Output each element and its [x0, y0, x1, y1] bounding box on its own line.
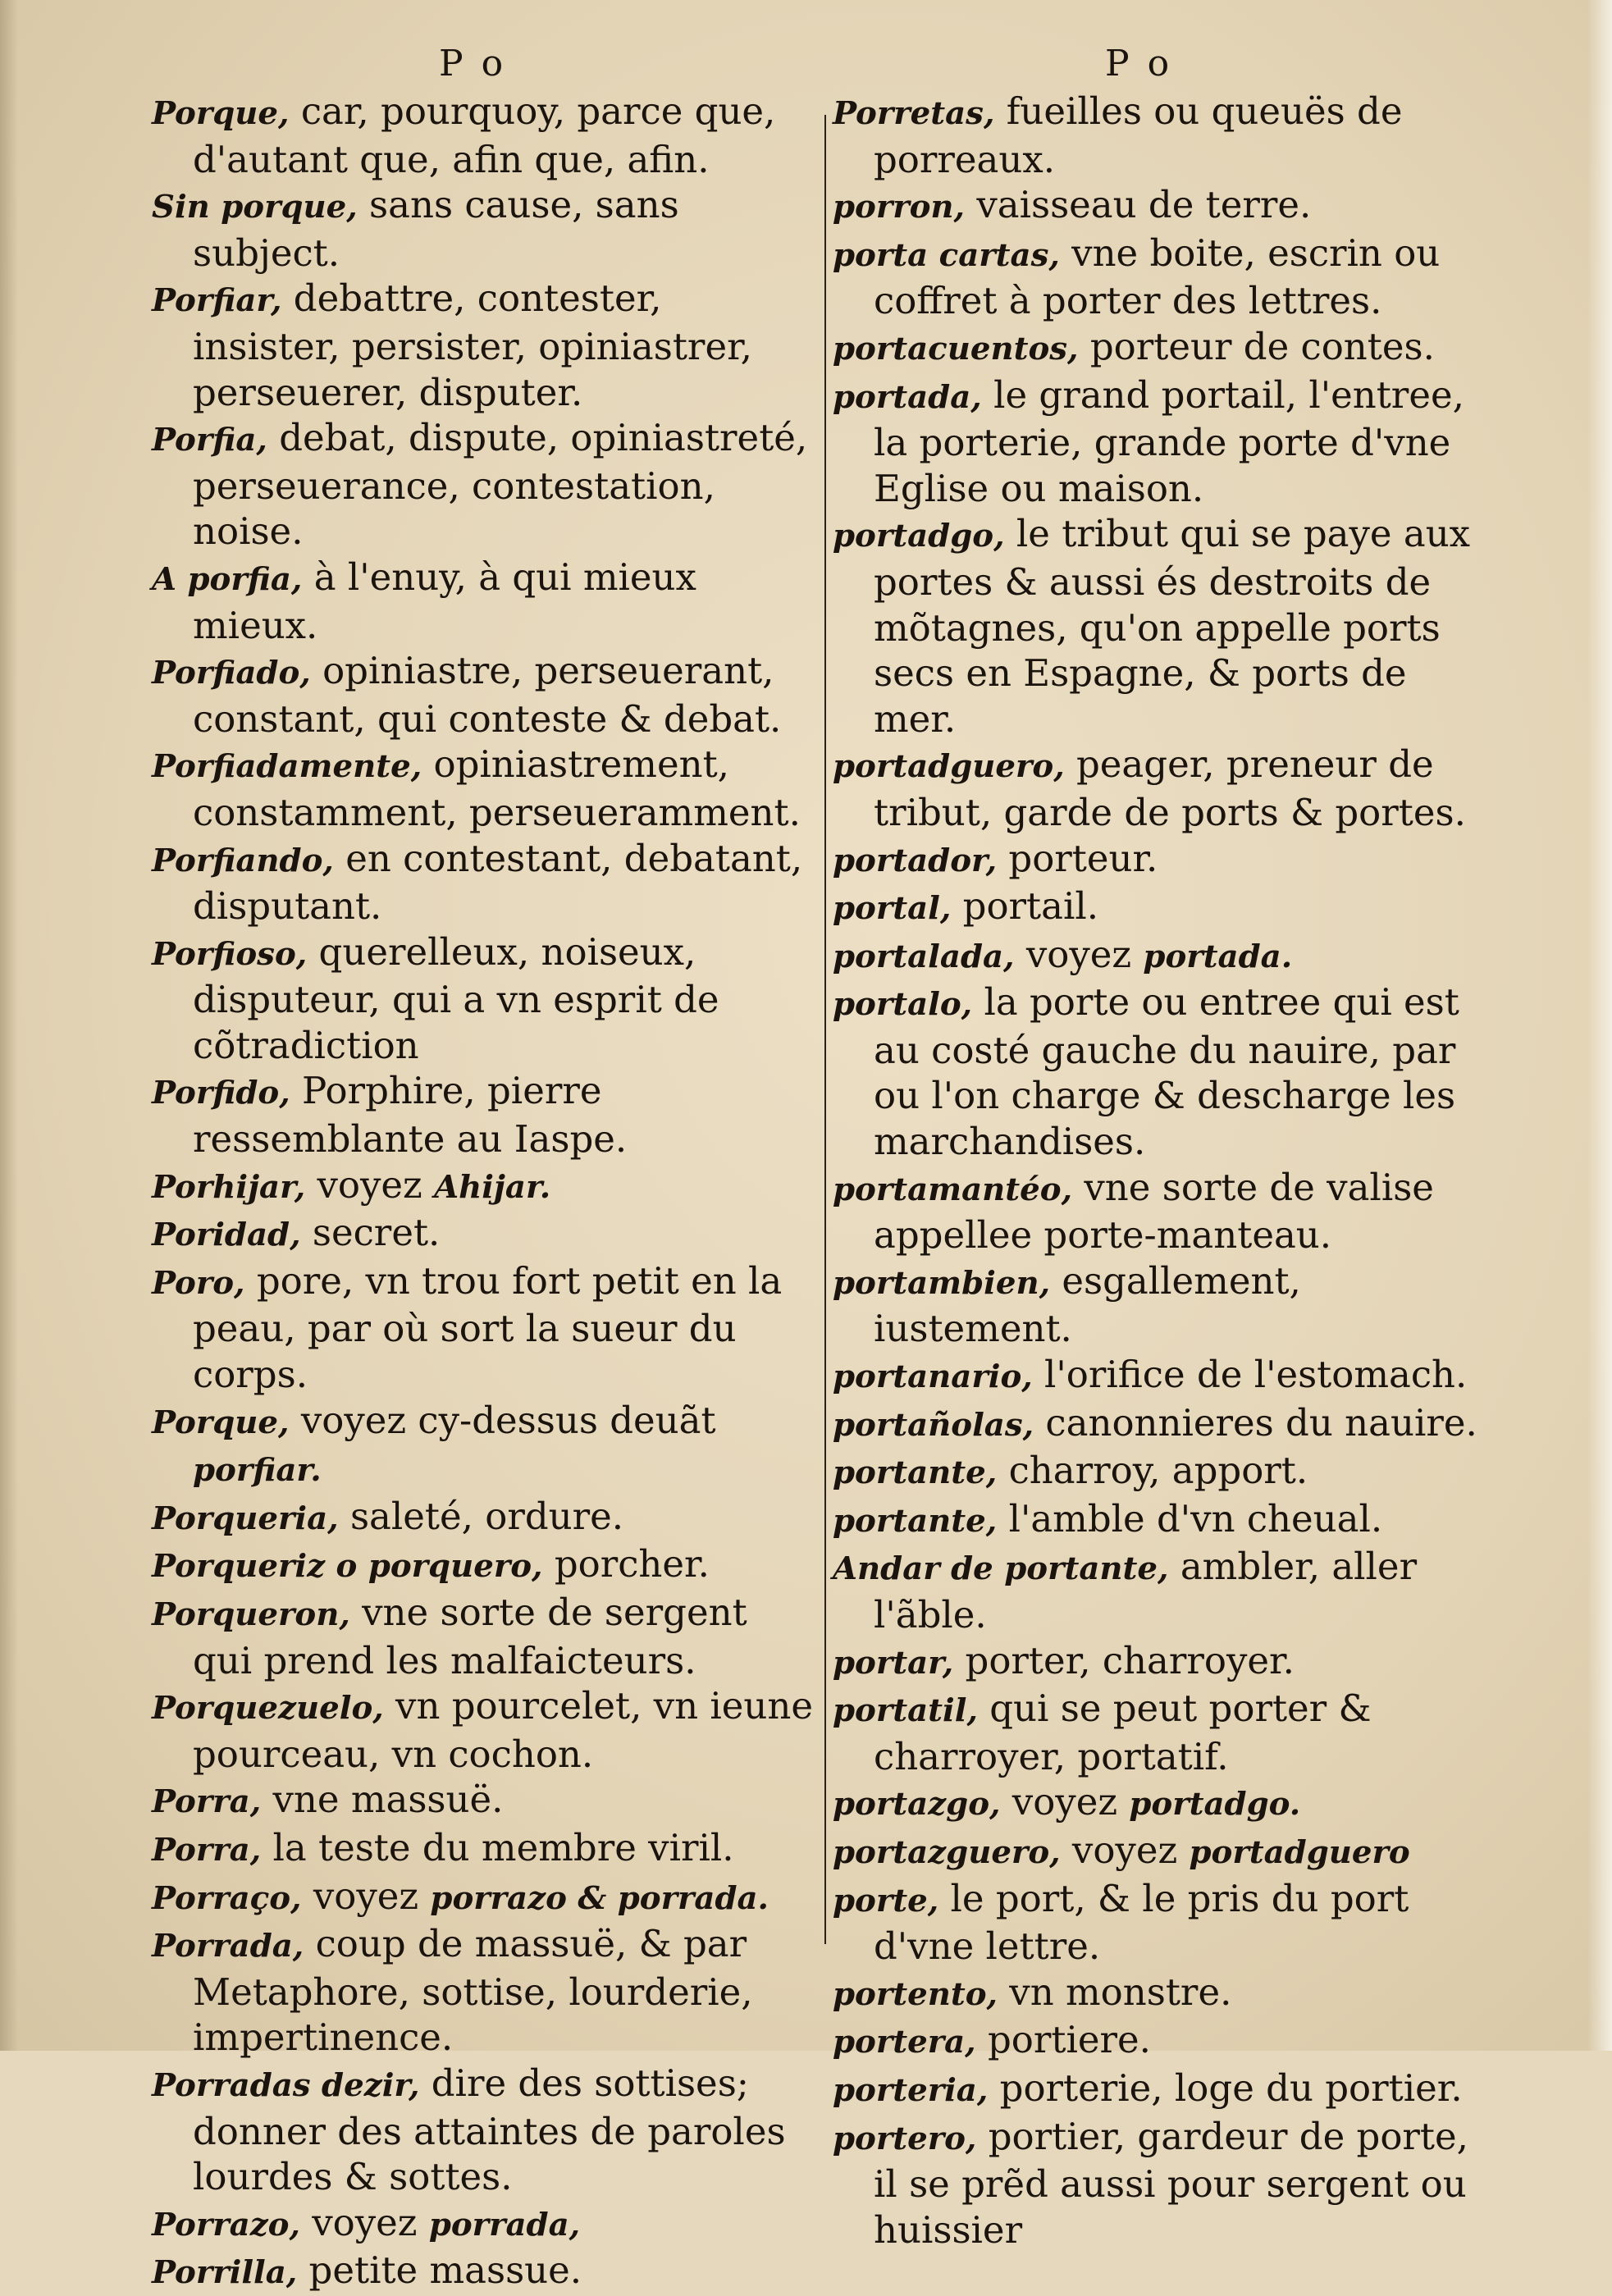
dictionary-entry	[833, 1876, 1489, 1970]
dictionary-entry	[833, 979, 1489, 1164]
definition: saleté, ordure.	[338, 1494, 624, 1538]
definition: voyez	[305, 1162, 435, 1207]
headword: portera,	[833, 2024, 976, 2061]
definition: la teste du membre viril.	[261, 1825, 734, 1869]
headword: Porfia,	[152, 422, 267, 459]
headword: Porfiado,	[152, 655, 311, 692]
definition: voyez	[301, 1874, 431, 1918]
dictionary-entry	[833, 1258, 1489, 1352]
definition: vne sorte de valise appellee porte-manteau.	[874, 1165, 1434, 1258]
dictionary-entry	[833, 1779, 1489, 1828]
dictionary-entry	[152, 182, 816, 276]
headword: Poridad,	[152, 1216, 301, 1254]
headword: portamantéo,	[833, 1171, 1073, 1208]
dictionary-entry	[833, 932, 1489, 980]
dictionary-entry	[833, 1496, 1489, 1545]
dictionary-entry	[152, 742, 816, 835]
dictionary-entry	[833, 1165, 1489, 1258]
headword: porteria,	[833, 2071, 989, 2109]
running-header-left: P o	[439, 43, 507, 84]
definition: debattre, contester, insister, persister, opiniastrer, perseuerer, disputer.	[193, 276, 752, 414]
dictionary-entry	[152, 2200, 816, 2248]
dictionary-entry	[833, 2017, 1489, 2065]
headword: Porqueron,	[152, 1596, 350, 1633]
definition: porterie, loge du portier.	[988, 2065, 1463, 2110]
headword: Porfiar,	[152, 282, 282, 320]
dictionary-entry	[152, 1258, 816, 1398]
dictionary-entry	[152, 1398, 816, 1494]
definition: voyez cy-dessus deuãt	[289, 1398, 716, 1442]
headword: portacuentos,	[833, 330, 1079, 367]
headword: portadguero,	[833, 748, 1065, 786]
headword: portadgo,	[833, 518, 1005, 555]
definition: car, pourquoy, parce que, d'autant que, afin que, afin.	[193, 89, 776, 181]
dictionary-entry	[833, 2114, 1489, 2253]
dictionary-entry	[833, 511, 1489, 742]
dictionary-entry	[833, 1400, 1489, 1449]
definition: le tribut qui se paye aux portes & aussi és destroits de mõtagnes, qu'on appelle ports secs en Espagne, & ports de mer.	[874, 512, 1471, 741]
headword: Porrilla,	[152, 2254, 298, 2292]
cross-reference: porrada,	[428, 2206, 581, 2244]
definition: vaisseau de terre.	[965, 183, 1312, 227]
definition: opiniastrement, constamment, perseueramment.	[193, 742, 801, 834]
dictionary-entry	[152, 555, 816, 648]
page-gutter-shadow	[0, 0, 18, 2051]
dictionary-entry	[152, 1541, 816, 1590]
headword: portento,	[833, 1975, 998, 2013]
definition: voyez	[1014, 932, 1144, 976]
dictionary-entry	[833, 2065, 1489, 2114]
definition: petite massue.	[297, 2248, 582, 2293]
dictionary-entry	[833, 1352, 1489, 1400]
page-edge	[1587, 0, 1612, 2051]
definition: pore, vn trou fort petit en la peau, par où sort la sueur du corps.	[193, 1258, 783, 1397]
cross-reference: portada.	[1143, 938, 1293, 975]
definition: vne sorte de sergent qui prend les malfaicteurs.	[193, 1591, 747, 1682]
dictionary-entry	[152, 648, 816, 742]
definition: Porphire, pierre ressemblante au Iaspe.	[193, 1069, 628, 1162]
definition: le grand portail, l'entree, la porterie, grande porte d'vne Eglise ou maison.	[874, 372, 1464, 510]
definition: vne massuë.	[261, 1778, 504, 1822]
definition: charroy, apport.	[997, 1449, 1308, 1493]
dictionary-entry	[833, 1828, 1489, 1876]
headword: Porque,	[152, 1404, 290, 1441]
definition: esgallement, iustement.	[874, 1258, 1301, 1351]
definition: vn monstre.	[998, 1970, 1232, 2014]
headword: Porfiadamente,	[152, 748, 422, 786]
headword: portante,	[833, 1502, 998, 1540]
definition: la porte ou entree qui est au costé gauche du nauire, par ou l'on charge & descharge les marchandises.	[874, 980, 1459, 1164]
definition: qui se peut porter & charroyer, portatif.	[874, 1687, 1372, 1778]
headword: Porfioso,	[152, 935, 308, 973]
dictionary-entry	[152, 1683, 816, 1777]
headword: Porfiando,	[152, 842, 334, 879]
dictionary-entry	[152, 89, 816, 182]
definition: vne boite, escrin ou coffret à porter des lettres.	[874, 231, 1441, 323]
definition: fueilles ou queuës de porreaux.	[874, 89, 1403, 181]
definition: querelleux, noiseux, disputeur, qui a vn esprit de cõtradiction	[193, 929, 719, 1067]
left-column	[152, 89, 816, 2296]
definition: voyez	[299, 2200, 429, 2244]
definition: vn pourcelet, vn ieune pourceau, vn cochon.	[193, 1684, 813, 1776]
headword: Porraço,	[152, 1879, 302, 1917]
definition: dire des sottises; donner des attaintes de paroles lourdes & sottes.	[193, 2061, 786, 2199]
headword: porta cartas,	[833, 236, 1060, 274]
definition: porcher.	[542, 1542, 710, 1586]
dictionary-entry	[152, 2248, 816, 2296]
headword: porron,	[833, 189, 966, 226]
definition: en contestant, debatant, disputant.	[193, 836, 803, 929]
headword: Porretas,	[833, 95, 995, 132]
cross-reference: portadguero	[1189, 1833, 1410, 1871]
headword: portero,	[833, 2120, 977, 2157]
column-rule	[824, 115, 826, 1944]
dictionary-entry	[152, 1825, 816, 1874]
cross-reference: porfiar.	[193, 1452, 322, 1490]
dictionary-entry	[833, 742, 1489, 835]
headword: Porfido,	[152, 1075, 290, 1112]
dictionary-entry	[833, 1638, 1489, 1687]
dictionary-entry	[152, 1494, 816, 1542]
dictionary-entry	[152, 1210, 816, 1258]
headword: portar,	[833, 1644, 954, 1682]
dictionary-entry	[152, 276, 816, 415]
definition: ambler, aller l'ãble.	[874, 1545, 1418, 1636]
headword: portalo,	[833, 986, 973, 1024]
headword: Andar de portante,	[833, 1550, 1169, 1588]
definition: l'amble d'vn cheual.	[997, 1496, 1383, 1541]
headword: Porhijar,	[152, 1168, 306, 1206]
headword: Porrazo,	[152, 2206, 300, 2244]
definition: peager, preneur de tribut, garde de ports & portes.	[874, 742, 1466, 834]
definition: porteur de contes.	[1078, 324, 1435, 368]
dictionary-entry	[152, 1590, 816, 1683]
dictionary-entry	[152, 1921, 816, 2061]
headword: portal,	[833, 890, 952, 928]
dictionary-entry	[833, 883, 1489, 932]
definition: porteur.	[997, 836, 1158, 880]
dictionary-entry	[833, 1970, 1489, 2018]
headword: portador,	[833, 842, 998, 879]
dictionary-entry	[152, 836, 816, 929]
definition: voyez	[1000, 1780, 1130, 1824]
definition: portiere.	[975, 2018, 1151, 2062]
dictionary-entry	[833, 1686, 1489, 1779]
headword: Porradas dezir,	[152, 2066, 420, 2104]
headword: A porfia,	[152, 560, 303, 598]
cross-reference: portadgo.	[1129, 1786, 1301, 1824]
headword: portambien,	[833, 1264, 1051, 1302]
definition: debat, dispute, opiniastreté, perseuerance, contestation, noise.	[193, 416, 808, 554]
headword: Porqueriz o porquero,	[152, 1548, 543, 1586]
definition: coup de massuë, & par Metaphore, sottise, lourderie, impertinence.	[193, 1922, 753, 2060]
definition: à l'enuy, à qui mieux mieux.	[193, 555, 696, 647]
dictionary-entry	[833, 836, 1489, 884]
headword: portatil,	[833, 1692, 978, 1730]
definition: voyez	[1060, 1828, 1190, 1872]
headword: portañolas,	[833, 1406, 1034, 1444]
dictionary-entry	[152, 1068, 816, 1162]
dictionary-entry	[833, 372, 1489, 512]
headword: Porquezuelo,	[152, 1690, 384, 1728]
right-column	[833, 89, 1489, 2253]
headword: Porra,	[152, 1831, 262, 1869]
definition: l'orifice de l'estomach.	[1032, 1353, 1468, 1397]
cross-reference: Ahijar.	[434, 1168, 551, 1206]
definition: porter, charroyer.	[953, 1638, 1295, 1682]
headword: Porqueria,	[152, 1499, 339, 1537]
headword: Porrada,	[152, 1928, 304, 1965]
dictionary-entry	[152, 2061, 816, 2200]
dictionary-entry	[833, 324, 1489, 372]
headword: portalada,	[833, 938, 1015, 975]
dictionary-entry	[152, 1777, 816, 1825]
dictionary-entry	[833, 1544, 1489, 1637]
running-header-right: P o	[1105, 43, 1173, 84]
definition: canonnieres du nauire.	[1034, 1400, 1477, 1445]
headword: portanario,	[833, 1358, 1033, 1396]
definition: portail.	[951, 884, 1099, 929]
dictionary-entry	[833, 231, 1489, 324]
dictionary-entry	[152, 1162, 816, 1211]
headword: portante,	[833, 1454, 998, 1492]
dictionary-entry	[152, 1874, 816, 1922]
dictionary-entry	[833, 1448, 1489, 1496]
headword: Porra,	[152, 1783, 262, 1821]
headword: Porque,	[152, 95, 290, 132]
definition: sans cause, sans subject.	[193, 183, 679, 275]
headword: portazguero,	[833, 1833, 1061, 1871]
definition: le port, & le pris du port d'vne lettre.	[874, 1876, 1409, 1969]
headword: Poro,	[152, 1264, 245, 1302]
headword: portada,	[833, 378, 982, 416]
dictionary-entry	[152, 929, 816, 1069]
definition: portier, gardeur de porte, il se prẽd aussi pour sergent ou huissier	[874, 2114, 1468, 2252]
dictionary-entry	[833, 89, 1489, 182]
definition: opiniastre, perseuerant, constant, qui conteste & debat.	[193, 649, 782, 741]
headword: porte,	[833, 1882, 939, 1919]
dictionary-entry	[833, 182, 1489, 231]
definition: secret.	[300, 1211, 441, 1255]
headword: Sin porque,	[152, 189, 358, 226]
dictionary-entry	[152, 415, 816, 555]
headword: portazgo,	[833, 1786, 1001, 1824]
cross-reference: porrazo & porrada.	[430, 1879, 769, 1917]
